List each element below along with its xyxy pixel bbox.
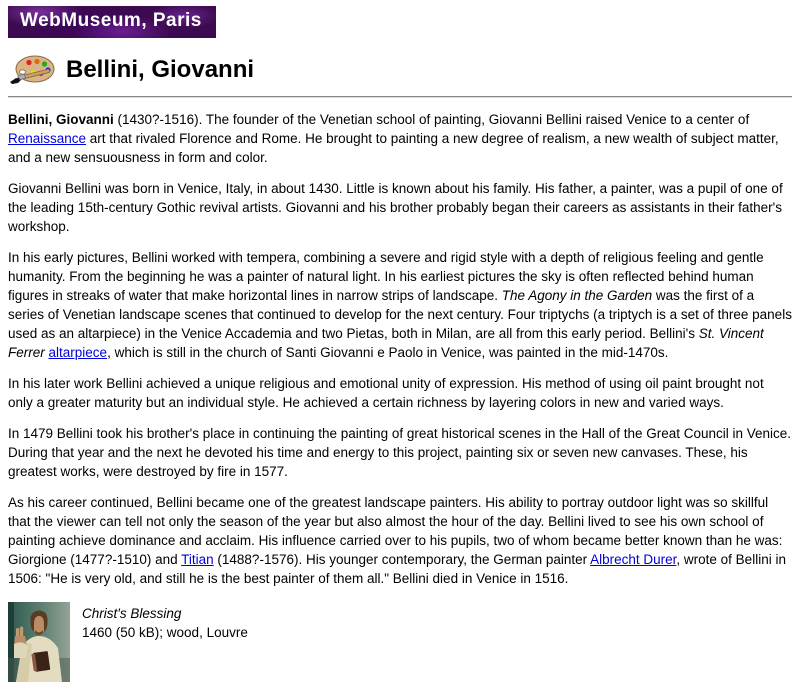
webmuseum-banner — [8, 6, 216, 38]
article-paragraph — [8, 179, 792, 236]
artwork-caption — [82, 602, 248, 642]
text-link[interactable]: altarpiece — [48, 345, 108, 360]
christs-blessing-thumbnail-image — [8, 602, 70, 682]
text: As his career continued, Bellini became one of the greatest landscape painters. His ability to portray outdoor light was so skillful that the viewer can tell not only the season of the year but also almost the hour of the day. Bellini lived to see his own school of painting achieve dominance and acclaim. His influence carried over to his pupils, two of whom became better known than he was: Giorgione (1477?-1510) and — [8, 495, 783, 567]
article-paragraph — [8, 493, 792, 588]
text: , which is still in the church of Santi Giovanni e Paolo in Venice, was painted in the mid-1470s. — [107, 345, 669, 360]
text-link[interactable]: Titian — [181, 552, 214, 567]
text: art that rivaled Florence and Rome. He brought to painting a new degree of realism, a new wealth of subject matter, and a new sensuousness in form and color. — [8, 131, 779, 165]
text: , wrote of Bellini in 1506: "He is very old, and still he is the best painter of them all." Bellini died in Venice in 1516. — [8, 552, 786, 586]
artwork-entry — [8, 602, 792, 682]
text: was the first of a series of Venetian landscape scenes that continued to develop for the next century. Four triptychs (a triptych is a set of three panels used as an altarpiece) in the Venice Accademia and two Pietas, both in Milan, are all from this early period. Bellini's — [8, 288, 792, 341]
article-paragraph — [8, 424, 792, 481]
text: In his early pictures, Bellini worked with tempera, combining a severe and rigid style with a depth of religious feeling and gentle humanity. From the beginning he was a painter of natural light. In his earliest pictures the sky is often reflected behind human figures in streaks of water that make horizontal lines in narrow strips of landscape. — [8, 250, 764, 303]
page-title: Bellini, Giovanni — [66, 56, 255, 83]
page-heading — [8, 52, 792, 88]
article-paragraph — [8, 110, 792, 167]
divider — [8, 96, 792, 98]
article-paragraph — [8, 374, 792, 412]
text: In his later work Bellini achieved a unique religious and emotional unity of expression. His method of using oil paint brought not only a greater maturity but an individual style. He achieved a certain richness by layering colors in new and varied ways. — [8, 376, 764, 410]
text-link[interactable]: Renaissance — [8, 131, 87, 146]
bold-text: Bellini, Giovanni — [8, 112, 114, 127]
text: In 1479 Bellini took his brother's place in continuing the painting of great historical scenes in the Hall of the Great Council in Venice. During that year and the next he devoted his time and energy to this project, painting six or seven new canvases. These, his greatest works, were destroyed by fire in 1577. — [8, 426, 792, 479]
artwork-details: 1460 (50 kB); wood, Louvre — [82, 625, 248, 640]
banner-title: WebMuseum, Paris — [20, 10, 202, 31]
italic-text: St. Vincent Ferrer — [8, 326, 764, 360]
text-link[interactable]: Albrecht Durer — [590, 552, 677, 567]
text: (1430?-1516). The founder of the Venetian school of painting, Giovanni Bellini raised Venice to a center of — [113, 112, 750, 127]
article-body — [8, 110, 792, 588]
palette-icon — [8, 52, 56, 88]
italic-text: The Agony in the Garden — [501, 288, 653, 303]
text: Giovanni Bellini was born in Venice, Italy, in about 1430. Little is known about his family. His father, a painter, was a pupil of one of the leading 15th-century Gothic revival artists. Giovanni and his brother probably began their careers as assistants in their father's workshop. — [8, 181, 783, 234]
artwork-thumbnail-link[interactable] — [8, 602, 70, 682]
article-paragraph — [8, 248, 792, 362]
artwork-title: Christ's Blessing — [82, 606, 182, 621]
text: (1488?-1576). His younger contemporary, the German painter — [213, 552, 591, 567]
